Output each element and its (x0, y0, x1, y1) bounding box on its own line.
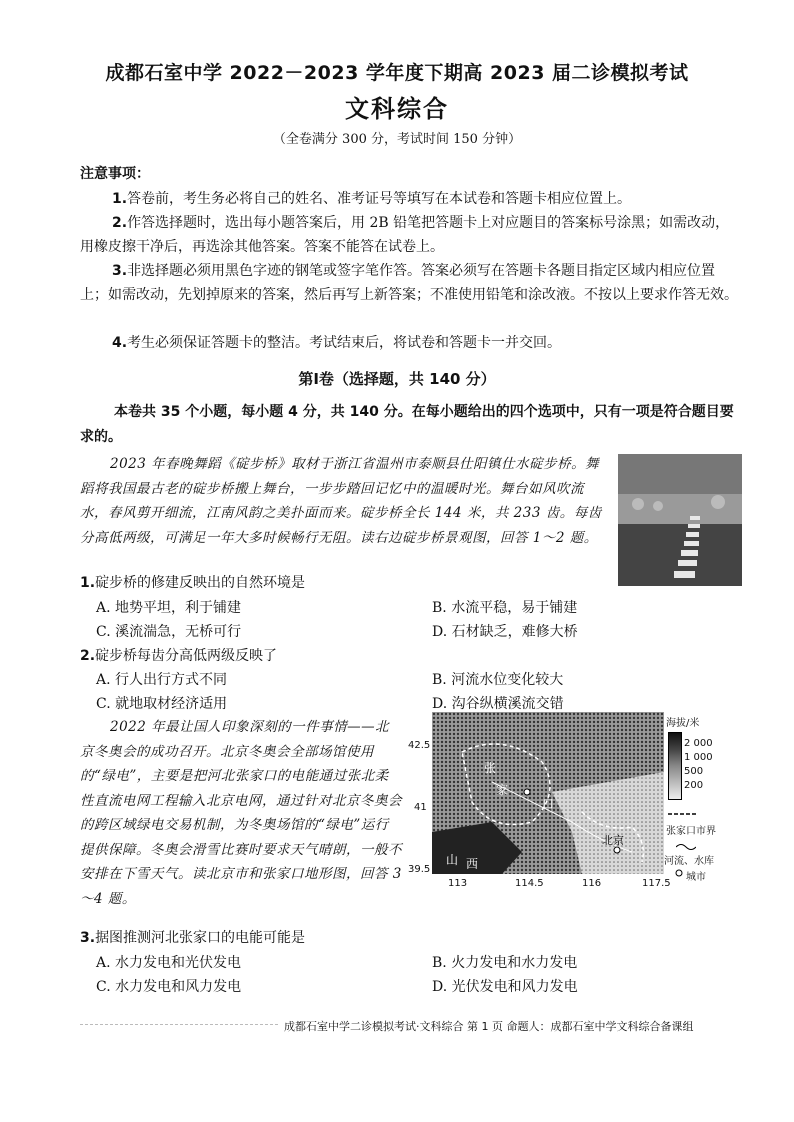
map-label: 北京 (602, 834, 624, 847)
option-c[interactable]: C. 水力发电和风力发电 (96, 979, 242, 995)
option-a[interactable]: A. 水力发电和光伏发电 (96, 955, 242, 971)
note-text: 作答选择题时，选出每小题答案后，用 2B 铅笔把答题卡上对应题目的答案标号涂黑；如需改动，用橡皮擦干净后，再选涂其他答案。答案不能答在试卷上。 (80, 215, 730, 255)
question-number: 3. (80, 930, 96, 946)
note-number: 2. (112, 215, 128, 231)
option-a[interactable]: A. 地势平坦，利于铺建 (96, 600, 242, 616)
note-item (80, 187, 740, 211)
elevation-legend-bar (668, 732, 682, 800)
option-b[interactable]: B. 火力发电和水力发电 (432, 955, 578, 971)
exam-subtitle: （全卷满分 300 分，考试时间 150 分钟） (272, 132, 522, 147)
legend-river: 河流、水库 (664, 856, 714, 867)
city-legend-icon (674, 868, 684, 878)
note-item (80, 211, 740, 259)
section-intro: 本卷共 35 个小题，每小题 4 分，共 140 分。在每小题给出的四个选项中，只有一项是符合题目要求的。 (80, 404, 734, 445)
note-number: 4. (112, 335, 128, 351)
map-label: 家 (496, 783, 509, 797)
map-label: 口 (542, 797, 555, 811)
latitude-label: 42.5 (408, 740, 431, 751)
option-d[interactable]: D. 光伏发电和风力发电 (432, 979, 578, 995)
longitude-label: 113 (448, 878, 468, 889)
option-a[interactable]: A. 行人出行方式不同 (96, 672, 228, 688)
option-c[interactable]: C. 就地取材经济适用 (96, 696, 228, 712)
note-number: 1. (112, 191, 128, 207)
note-number: 3. (112, 263, 128, 279)
question-text: 碇步桥的修建反映出的自然环境是 (95, 575, 306, 591)
question-number: 2. (80, 648, 96, 664)
option-b[interactable]: B. 河流水位变化较大 (432, 672, 564, 688)
river-legend-icon (676, 842, 696, 852)
map-label: 西 (466, 857, 479, 871)
bridge-photo (618, 454, 742, 586)
legend-city: 城市 (686, 872, 706, 883)
note-text: 答卷前，考生务必将自己的姓名、准考证号等填写在本试卷和答题卡相应位置上。 (127, 191, 632, 207)
question-stem (80, 927, 305, 947)
map-label: 张 (484, 761, 497, 775)
legend-level: 2 000 (684, 738, 713, 749)
legend-boundary: 张家口市界 (666, 826, 716, 837)
note-text: 非选择题必须用黑色字迹的钢笔或签字笔作答。答案必须写在答题卡各题目指定区域内相应位置上；如需改动，先划掉原来的答案，然后再写上新答案；不准使用铅笔和涂改液。不按以上要求作答无效。 (80, 263, 738, 303)
boundary-legend-icon (668, 810, 698, 818)
option-b[interactable]: B. 水流平稳，易于铺建 (432, 600, 578, 616)
longitude-label: 116 (582, 878, 602, 889)
question-text: 碇步桥每齿分高低两级反映了 (95, 648, 278, 664)
footer-divider (80, 1024, 278, 1025)
question-stem (80, 572, 305, 592)
legend-level: 500 (684, 766, 704, 777)
note-item (80, 259, 740, 307)
passage-olympics: 2022 年最让国人印象深刻的一件事情——北京冬奥会的成功召开。北京冬奥会全部场馆使用的“绿电”，主要是把河北张家口的电能通过张北柔性直流电网工程输入北京电网，通过针对北京冬奥会的跨区域绿电交易机制，为冬奥场馆的“绿电”运行提供保障。冬奥会滑雪比赛时要求天气晴朗，一般不安排在下雪天气。读北京市和张家口地形图，回答 3～4 题。 (80, 719, 402, 907)
question-text: 据图推测河北张家口的电能可能是 (95, 930, 306, 946)
terrain-map (432, 712, 664, 874)
question-stem (80, 645, 277, 665)
page-footer: 成都石室中学二诊模拟考试·文科综合 第 1 页 命题人：成都石室中学文科综合备课组 (284, 1020, 694, 1033)
passage-bridge: 2023 年春晚舞蹈《碇步桥》取材于浙江省温州市泰顺县仕阳镇仕水碇步桥。舞蹈将我国最古老的碇步桥搬上舞台，一步步踏回记忆中的温暖时光。舞台如风吹流水，春风剪开细流，江南风韵之美扑面而来。碇步桥全长 144 米，共 233 齿。每齿分高低两级，可满足一年大多时候畅行无阻。读右边碇步桥景观图，回答 1～2 题。 (80, 456, 602, 546)
question-number: 1. (80, 575, 96, 591)
legend-level: 1 000 (684, 752, 713, 763)
map-label: 山 (446, 853, 459, 867)
exam-title: 成都石室中学 2022－2023 学年度下期高 2023 届二诊模拟考试 (105, 62, 689, 84)
legend-title: 海拔/米 (666, 718, 700, 729)
note-text: 考生必须保证答题卡的整洁。考试结束后，将试卷和答题卡一并交回。 (127, 335, 562, 351)
legend-level: 200 (684, 780, 704, 791)
section-title: 第Ⅰ卷（选择题，共 140 分） (298, 370, 496, 388)
latitude-label: 41 (414, 802, 427, 813)
option-d[interactable]: D. 沟谷纵横溪流交错 (432, 696, 564, 712)
subject-title: 文科综合 (345, 95, 449, 123)
longitude-label: 114.5 (515, 878, 544, 889)
option-c[interactable]: C. 溪流湍急，无桥可行 (96, 624, 242, 640)
notes-heading: 注意事项： (80, 166, 150, 182)
longitude-label: 117.5 (642, 878, 671, 889)
note-item (80, 331, 740, 355)
option-d[interactable]: D. 石材缺乏，难修大桥 (432, 624, 578, 640)
latitude-label: 39.5 (408, 864, 431, 875)
